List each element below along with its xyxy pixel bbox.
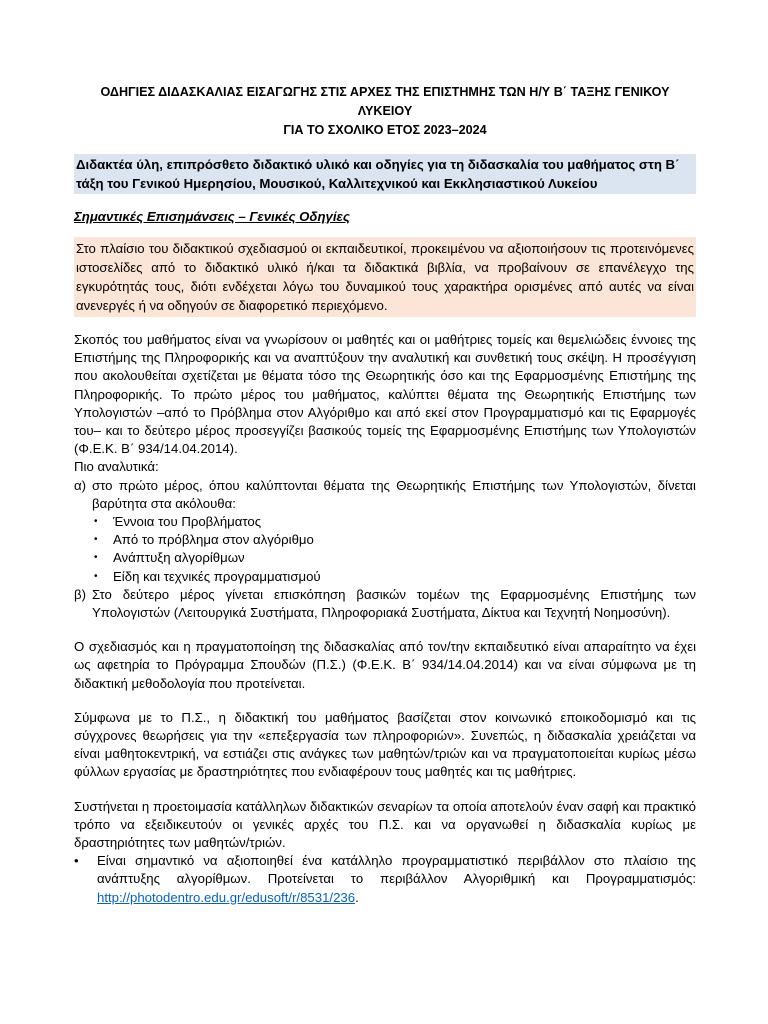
subtitle-box: Διδακτέα ύλη, επιπρόσθετο διδακτικό υλικό και οδηγίες για τη διδασκαλία του μαθήματος στη Β΄ τάξη του Γενικού Ημερησίου, Μουσικού, Καλλιτεχνικού και Εκκλησιαστικού Λυκείου: [74, 154, 696, 194]
bullet-icon: •: [94, 552, 98, 564]
paragraph-design: Ο σχεδιασμός και η πραγματοποίηση της διδασκαλίας από τον/την εκπαιδευτικό είναι απαραίτητο να έχει ως αφετηρία το Πρόγραμμα Σπουδών (Π.Σ.) (Φ.Ε.Κ. Β΄ 934/14.04.2014) και να είναι σύμφωνα με τη διδακτική μεθοδολογία που προτείνεται.: [74, 639, 696, 691]
more-detail-label: Πιο αναλυτικά:: [74, 459, 159, 475]
title-line-2: ΓΙΑ ΤΟ ΣΧΟΛΙΚΟ ΕΤΟΣ 2023–2024: [283, 123, 487, 137]
final-bullet-text: Είναι σημαντικό να αξιοποιηθεί ένα κατάλληλο προγραμματιστικό περιβάλλον στο πλαίσιο της ανάπτυξης αλγορίθμων. Προτείνεται το περιβάλλον Αλγοριθμική και Προγραμματισμός: http://photodentro.edu.gr/edusoft/r/8531/236.: [97, 853, 696, 905]
bullet-icon: •: [94, 516, 98, 528]
list-text-b: Στο δεύτερο μέρος γίνεται επισκόπηση βασικών τομέων της Εφαρμοσμένης Επιστήμης των Υπολογιστών (Λειτουργικά Συστήματα, Πληροφοριακά Συστήματα, Δίκτυα και Τεχνητή Νοημοσύνη).: [92, 586, 696, 621]
notice-box: Στο πλαίσιο του διδακτικού σχεδιασμού οι εκπαιδευτικοί, προκειμένου να αξιοποιήσουν τις προτεινόμενες ιστοσελίδες από το διδακτικό υλικό ή/και τα διδακτικά βιβλία, να προβαίνουν σε επανέλεγχο της εγκυρότητάς τους, διότι ενδέχεται λόγω του δυναμικού τους χαρακτήρα ορισμένες από αυτές να είναι ανενεργές ή να οδηγούν σε διαφορετικό περιεχόμενο.: [74, 237, 696, 317]
list-item: • Ανάπτυξη αλγορίθμων: [94, 549, 696, 567]
list-item-a: [74, 477, 696, 513]
list-marker-b: β): [74, 586, 86, 602]
bullet-icon: •: [74, 853, 79, 869]
list-item: • Είδη και τεχνικές προγραμματισμού: [94, 568, 696, 586]
list-marker-a: α): [74, 477, 87, 493]
paragraph-scenarios: Συστήνεται η προετοιμασία κατάλληλων διδακτικών σεναρίων τα οποία αποτελούν έναν σαφή και πρακτικό τρόπο να εξειδικευτούν οι γενικές αρχές του Π.Σ. και να οργανωθεί η διδασκαλία κυρίως με δραστηριότητες των μαθητών/τριών.: [74, 798, 696, 851]
final-bullet-item: [74, 852, 696, 907]
list-item: • Από το πρόβλημα στον αλγόριθμο: [94, 531, 696, 549]
list-item-b: [74, 586, 696, 622]
section-heading: Σημαντικές Επισημάνσεις – Γενικές Οδηγίες: [74, 209, 350, 224]
bullet-icon: •: [94, 534, 98, 546]
paragraph-purpose: Σκοπός του μαθήματος είναι να γνωρίσουν οι μαθητές και οι μαθήτριες τομείς και θεμελιώδεις έννοιες της Επιστήμης της Πληροφορικής και να αναπτύξουν την αναλυτική και συνθετική τους σκέψη. Η προσέγγιση που ακολουθείται σχετίζεται με θέματα τόσο της Θεωρητικής όσο και της Εφαρμοσμένης Επιστήμης της Πληροφορικής. Το πρώτο μέρος του μαθήματος, καλύπτει θέματα της Θεωρητικής Επιστήμης των Υπολογιστών –από το Πρόβλημα στον Αλγόριθμο και από εκεί στον Προγραμματισμό και τις Εφαρμογές του– και το δεύτερο μέρος προσεγγίζει βασικούς τομείς της Εφαρμοσμένης Επιστήμης των Υπολογιστών (Φ.Ε.Κ. Β΄ 934/14.04.2014).: [74, 332, 696, 457]
list-item: • Έννοια του Προβλήματος: [94, 513, 696, 531]
photodentro-link[interactable]: http://photodentro.edu.gr/edusoft/r/8531/236: [97, 889, 356, 905]
paragraph-curriculum: Σύμφωνα με το Π.Σ., η διδακτική του μαθήματος βασίζεται στον κοινωνικό εποικοδομισμό και τις σύγχρονες θεωρήσεις για την «επεξεργασία των πληροφοριών». Συνεπώς, η διδασκαλία χρειάζεται να είναι μαθητοκεντρική, να εστιάζει στις ανάγκες των μαθητών/τριών και να πραγματοποιείται κυρίως μέσω φύλλων εργασίας με δραστηριότητες που ενδιαφέρουν τους μαθητές και τις μαθήτριες.: [74, 709, 696, 780]
topics-bullet-list: [74, 513, 696, 586]
document-title: [74, 83, 696, 140]
title-line-1: ΟΔΗΓΙΕΣ ΔΙΔΑΣΚΑΛΙΑΣ ΕΙΣΑΓΩΓΗΣ ΣΤΙΣ ΑΡΧΕΣ ΤΗΣ ΕΠΙΣΤΗΜΗΣ ΤΩΝ Η/Υ Β΄ ΤΑΞΗΣ ΓΕΝΙΚΟΥ ΛΥΚΕΙΟΥ: [100, 85, 670, 118]
bullet-icon: •: [94, 570, 98, 582]
list-text-a: στο πρώτο μέρος, όπου καλύπτονται θέματα της Θεωρητικής Επιστήμης των Υπολογιστών, δίνεται βαρύτητα στα ακόλουθα:: [92, 477, 696, 511]
